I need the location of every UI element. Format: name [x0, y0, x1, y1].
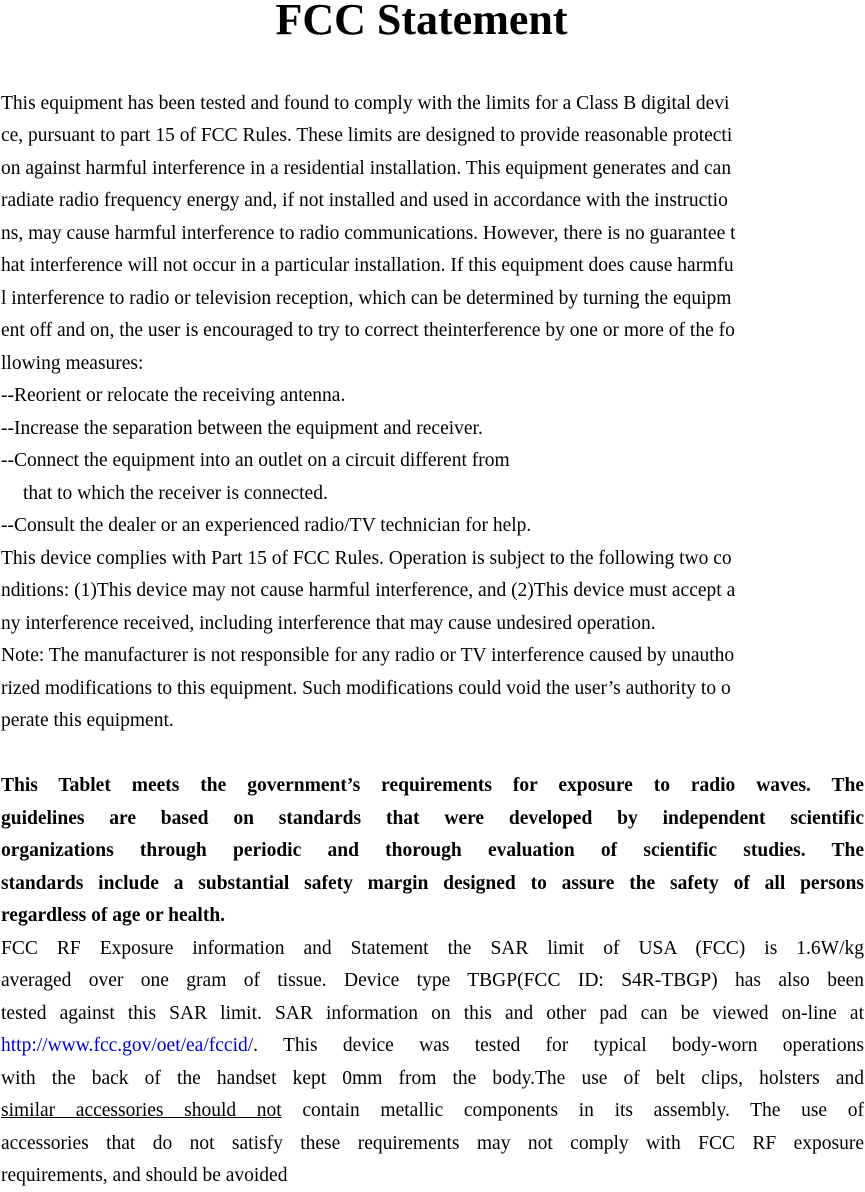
paragraph-1-line: hat interference will not occur in a particular installation. If this equipment does cause harmfu	[1, 255, 734, 276]
paragraph-1-line: l interference to radio or television reception, which can be determined by turning the equipm	[1, 288, 732, 309]
sar-line: tested against this SAR limit. SAR information on this and other pad can be viewed on-line at	[1, 1003, 864, 1024]
sar-line: FCC RF Exposure information and Statement the SAR limit of USA (FCC) is 1.6W/kg	[1, 938, 864, 959]
sar-line: with the back of the handset kept 0mm from the body.The use of belt clips, holsters and	[1, 1068, 864, 1089]
measure-item: --Consult the dealer or an experienced radio/TV technician for help.	[1, 515, 532, 536]
note-line: perate this equipment.	[1, 710, 174, 731]
sar-line-rest: contain metallic components in its assembly. The use of	[281, 1100, 864, 1121]
paragraph-1-line: radiate radio frequency energy and, if not installed and used in accordance with the instructio	[1, 190, 728, 211]
page-title: FCC Statement	[275, 0, 568, 44]
sar-line: requirements, and should be avoided	[1, 1165, 288, 1186]
fcc-id-link[interactable]: http://www.fcc.gov/oet/ea/fccid/	[1, 1035, 254, 1056]
measure-item: --Reorient or relocate the receiving antenna.	[1, 385, 346, 406]
paragraph-1-line: ns, may cause harmful interference to radio communications. However, there is no guarantee t	[1, 223, 736, 244]
sar-line	[1, 1030, 864, 1062]
sar-line	[1, 1095, 864, 1127]
paragraph-2-line: This device complies with Part 15 of FCC Rules. Operation is subject to the following two co	[1, 548, 732, 569]
sar-line: accessories that do not satisfy these requirements may not comply with FCC RF exposure	[1, 1133, 864, 1154]
bold-paragraph-line: standards include a substantial safety margin designed to assure the safety of all persons	[1, 873, 864, 894]
paragraph-1-line: on against harmful interference in a residential installation. This equipment generates and can	[1, 158, 732, 179]
bold-paragraph-line: organizations through periodic and thorough evaluation of scientific studies. The	[1, 840, 864, 861]
paragraph-2-line: nditions: (1)This device may not cause harmful interference, and (2)This device must accept a	[1, 580, 736, 601]
measure-item: --Increase the separation between the equipment and receiver.	[1, 418, 483, 439]
paragraph-1-line: ce, pursuant to part 15 of FCC Rules. These limits are designed to provide reasonable protecti	[1, 125, 733, 146]
paragraph-1-line: ent off and on, the user is encouraged to try to correct theinterference by one or more of the fo	[1, 320, 735, 341]
note-line: rized modifications to this equipment. Such modifications could void the user’s authority to o	[1, 678, 731, 699]
paragraph-2-line: ny interference received, including interference that may cause undesired operation.	[1, 613, 656, 634]
sar-line: averaged over one gram of tissue. Device type TBGP(FCC ID: S4R-TBGP) has also been	[1, 970, 864, 991]
bold-paragraph-line: regardless of age or health.	[1, 905, 226, 926]
sar-line-rest: . This device was tested for typical body-worn operations	[253, 1035, 864, 1056]
measure-item-continuation: that to which the receiver is connected.	[23, 483, 328, 504]
bold-paragraph-line: This Tablet meets the government’s requirements for exposure to radio waves. The	[1, 775, 864, 796]
measure-item: --Connect the equipment into an outlet on a circuit different from	[1, 450, 510, 471]
paragraph-1-line: llowing measures:	[1, 353, 144, 374]
note-line: Note: The manufacturer is not responsible for any radio or TV interference caused by unautho	[1, 645, 735, 666]
bold-paragraph-line: guidelines are based on standards that were developed by independent scientific	[1, 808, 864, 829]
underlined-text: similar accessories should not	[1, 1100, 282, 1121]
paragraph-1-line: This equipment has been tested and found to comply with the limits for a Class B digital devi	[1, 93, 730, 114]
